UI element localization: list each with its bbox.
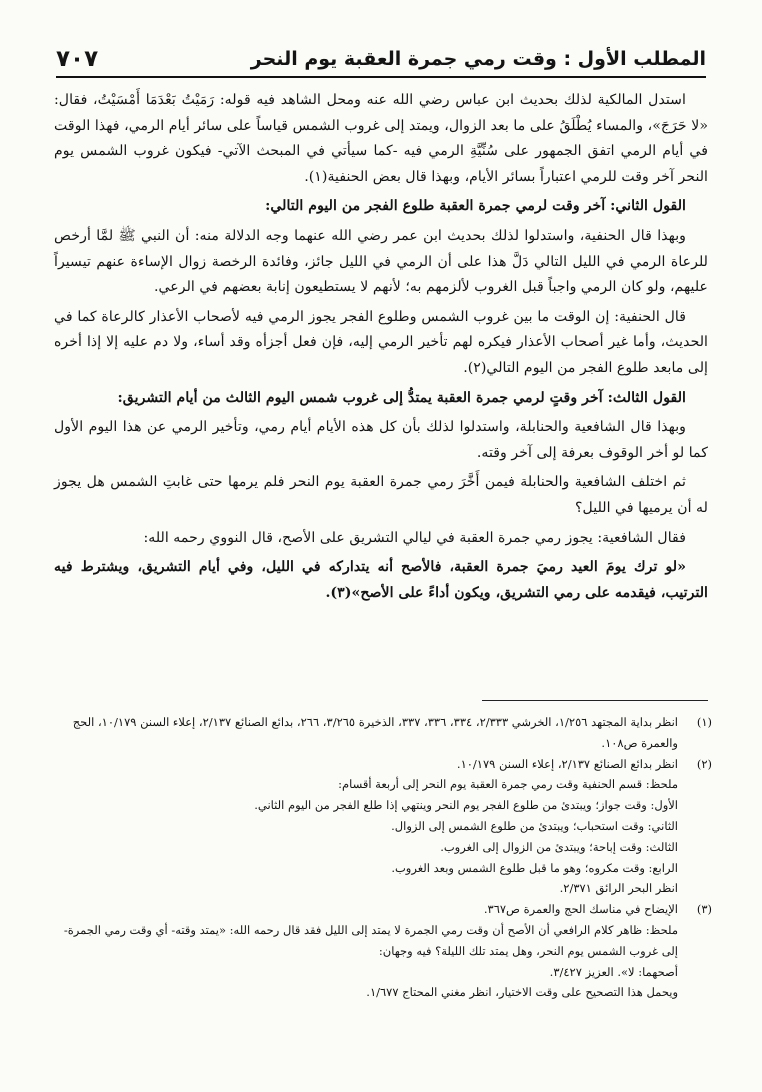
section-heading: القول الثاني: آخر وقت لرمي جمرة العقبة طلوع الفجر من اليوم التالي:	[265, 198, 686, 215]
paragraph: فقال الشافعية: يجوز رمي جمرة العقبة في ليالي التشريق على الأصح، قال النووي رحمه الله:	[143, 529, 686, 546]
footnote-number: (١)	[696, 715, 712, 729]
footnote-body	[44, 712, 678, 754]
footnote-number: (٢)	[696, 756, 712, 771]
footnote-line: ملحظ: قسم الحنفية وقت رمي جمرة العقبة يوم النحر إلى أربعة أقسام:	[338, 777, 678, 792]
footnote-line: الأول: وقت جواز؛ ويبتدئ من طلوع الفجر يوم النحر وينتهي إذا طلع الفجر من اليوم الثاني.	[254, 798, 678, 813]
page-number: ٧٠٧	[56, 46, 99, 72]
paragraph: وبهذا قال الشافعية والحنابلة، واستدلوا لذلك بأن كل هذه الأيام أيام رمي، وتأخير الرمي عن هذا اليوم الأول كما لو أخر الوقوف بعرفة إلى آخر وقته.	[54, 419, 708, 461]
paragraph: استدل المالكية لذلك بحديث ابن عباس رضي الله عنه ومحل الشاهد فيه قوله: رَمَيْتُ بَعْدَمَا أَمْسَيْتُ، فقال: «لا حَرَجَ»، والمساء يُطْلَقُ على ما بعد الزوال، ويمتد إلى غروب الشمس قياساً على سائر أيام الرمي، فهذا الوقت في أيام الرمي اتفق الجمهور على سُنِّيَّةِ الرمي فيه -كما سيأتي في المبحث الآتي- فيكون غروب الشمس يوم النحر آخر وقت للرمي اعتباراً بسائر الأيام، وبهذا قال بعض الحنفية(١).	[54, 92, 708, 185]
footnote-line: الرابع: وقت مكروه؛ وهو ما قبل طلوع الشمس وبعد الغروب.	[391, 860, 678, 875]
footnotes	[44, 712, 712, 1003]
footnote-line: الثاني: وقت استحباب؛ ويبتدئ من طلوع الشمس إلى الزوال.	[391, 818, 678, 833]
footnote-line: أصحهما: لا». العزيز ٣/٤٢٧.	[549, 964, 678, 979]
footnote	[44, 899, 712, 1003]
paragraph: وبهذا قال الحنفية، واستدلوا لذلك بحديث ابن عمر رضي الله عنهما وجه الدلالة منه: أن النبي ﷺ لمَّا أرخص للرعاة الرمي في الليل التالي دَلَّ هذا على أن الرمي في الليل جائز، وفائدة الرخصة زوال الإساءة عنهم تيسيراً عليهم، ولو كان الرمي واجباً قبل الغروب لألزمهم به؛ لأنهم لا يستطيعون إنابة بعضهم في الرعي.	[54, 227, 708, 296]
footnote-line: انظر بداية المجتهد ١/٢٥٦، الخرشي ٢/٣٣٣، ٣٣٤، ٣٣٦، ٣٣٧، الذخيرة ٣/٢٦٥، ٢٦٦، بدائع الصنائع ٢/١٣٧، إعلاء السنن ١٠/١٧٩، الحج والعمرة ص١٠٨.	[72, 715, 678, 750]
footnote-body	[44, 899, 678, 1003]
paragraph: ثم اختلف الشافعية والحنابلة فيمن أَخَّرَ رمي جمرة العقبة يوم النحر فلم يرمها حتى غابتِ الشمس هل يجوز له أن يرميها في الليل؟	[54, 474, 708, 516]
section-title: المطلب الأول : وقت رمي جمرة العقبة يوم النحر	[250, 48, 706, 70]
paragraph: قال الحنفية: إن الوقت ما بين غروب الشمس وطلوع الفجر يجوز الرمي فيه لأصحاب الأعذار كالرعاة كما في الحديث، وأما غير أصحاب الأعذار فيكره لهم تأخير الرمي إليه، فإن فعل أجزأه وقد أساء، ولا دم عليه إلا إذا أخره إلى مابعد طلوع الفجر من اليوم التالي(٢).	[54, 308, 708, 376]
footnote-body	[44, 754, 678, 900]
footnote-line: الثالث: وقت إباحة؛ ويبتدئ من الزوال إلى الغروب.	[440, 839, 678, 854]
footnote-line: انظر البحر الرائق ٢/٣٧١.	[559, 881, 678, 896]
footnote-line: ملحظ: ظاهر كلام الرافعي أن الأصح أن وقت رمي الجمرة لا يمتد إلى الليل فقد قال رحمه الله: «يمتد وقته- أي وقت رمي الجمرة- إلى غروب الشمس يوم النحر، وهل يمتد تلك الليلة؟ فيه وجهان:	[63, 922, 678, 958]
footnote-separator	[482, 700, 708, 701]
footnote-line: انظر بدائع الصنائع ٢/١٣٧، إعلاء السنن ١٠/١٧٩.	[456, 756, 678, 771]
section-heading: القول الثالث: آخر وقتٍ لرمي جمرة العقبة يمتدُّ إلى غروب شمس اليوم الثالث من أيام التشريق:	[117, 389, 686, 406]
footnote	[44, 754, 712, 900]
footnote-number: (٣)	[696, 902, 712, 917]
running-header	[56, 42, 706, 78]
main-text	[54, 88, 708, 610]
footnote-line: ويحمل هذا التصحيح على وقت الاختيار، انظر مغني المحتاج ١/٦٧٧.	[366, 985, 678, 1000]
footnote	[44, 712, 712, 754]
block-quote: «لو ترك يومَ العيد رميَ جمرة العقبة، فالأصح أنه يتداركه في الليل، وفي أيام التشريق، ويشترط فيه الترتيب، فيقدمه على رمي التشريق، ويكون أداءً على الأصح»(٣).	[54, 559, 708, 601]
footnote-line: الإيضاح في مناسك الحج والعمرة ص٣٦٧.	[483, 902, 678, 917]
